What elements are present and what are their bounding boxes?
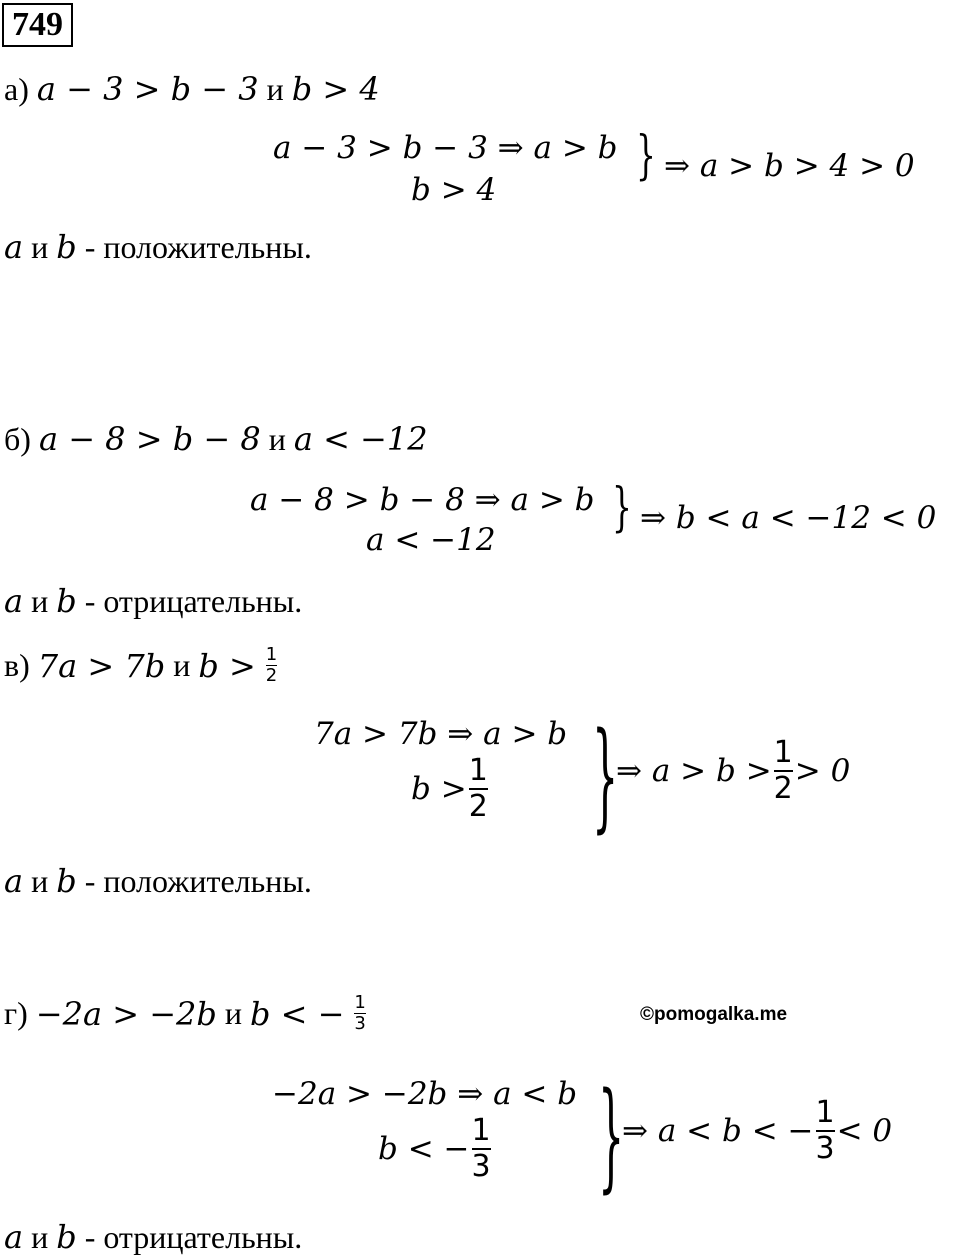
part-c-given-fraction: $\frac{1}{2}$ [265,644,278,686]
part-c-conclusion-fraction: $\frac{1}{2}$ [773,735,793,806]
part-b-given-1: a − 8 > b − 8 [38,420,261,458]
watermark: ©pomogalka.me [640,1004,788,1025]
part-a-conclusion: ⇒ a > b > 4 > 0 [664,148,915,184]
part-c-label: в) [4,647,30,683]
problem-number: 749 [2,3,73,47]
part-c-system-line-1: 7a > 7b ⇒ a > b [314,716,568,752]
part-c-system-line-2: b > $\frac{1}{2}$ [411,753,488,824]
part-c-given-2: b > [198,646,256,685]
part-a-given-2: b > 4 [291,70,380,108]
part-b-system-line-2: a < −12 [366,522,496,558]
part-d-brace: } [598,1066,625,1204]
part-a-statement [4,70,380,108]
part-c-and: и [173,647,191,683]
part-b-statement [4,420,428,458]
part-c-brace: } [592,706,619,844]
part-d-given-1: −2a > −2b [35,994,217,1033]
part-a-given-1: a − 3 > b − 3 [36,70,259,108]
part-c-answer: a и b - положительны. [4,862,312,900]
part-c-system-fraction: $\frac{1}{2}$ [468,753,488,824]
part-d-answer: a и b - отрицательны. [4,1218,303,1256]
part-d-label: г) [4,995,28,1031]
part-b-answer: a и b - отрицательны. [4,582,303,620]
part-d-conclusion-fraction: $\frac{1}{3}$ [815,1095,835,1166]
part-a-brace: } [636,126,656,186]
part-c-given-1: 7a > 7b [37,646,166,685]
part-b-given-2: a < −12 [293,420,428,458]
part-d-system-fraction: $\frac{1}{3}$ [471,1113,491,1184]
part-d-given-2: b < − [249,994,345,1033]
part-a-system-line-1: a − 3 > b − 3 ⇒ a > b [273,130,618,166]
part-d-given-fraction: $\frac{1}{3}$ [354,992,366,1034]
part-d-and: и [224,995,242,1031]
part-a-answer: a и b - положительны. [4,228,312,266]
part-a-and: и [266,71,284,107]
part-b-conclusion: ⇒ b < a < −12 < 0 [640,500,937,536]
part-b-system-line-1: a − 8 > b − 8 ⇒ a > b [250,482,595,518]
part-d-system-line-2: b < − $\frac{1}{3}$ [378,1113,491,1184]
part-b-and: и [268,421,286,457]
part-a-system-line-2: b > 4 [411,172,497,208]
part-c-conclusion: ⇒ a > b > $\frac{1}{2}$ > 0 [616,735,851,806]
part-b-brace: } [612,478,632,538]
part-d-system-line-1: −2a > −2b ⇒ a < b [272,1076,578,1112]
part-d-conclusion: ⇒ a < b < − $\frac{1}{3}$ < 0 [622,1095,893,1166]
part-c-statement [4,646,279,685]
part-b-label: б) [4,421,31,457]
part-d-statement [4,994,368,1033]
part-a-label: а) [4,71,29,107]
